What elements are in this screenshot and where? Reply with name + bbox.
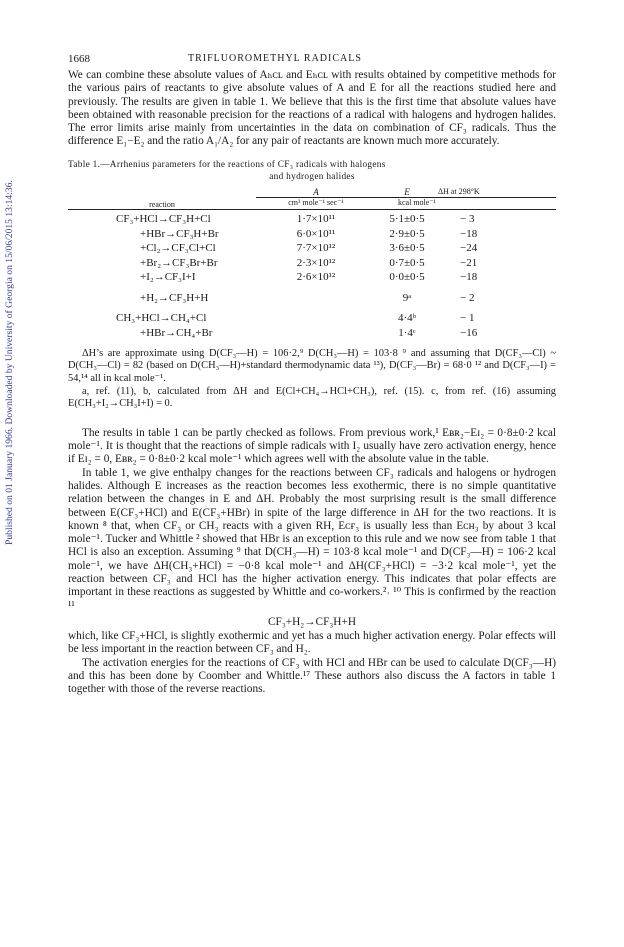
table-caption: Table 1.—Arrhenius parameters for the reactions of CF₃ radicals with halogens <box>68 159 386 170</box>
table-row <box>68 325 556 340</box>
paragraph-2: The results in table 1 can be partly checked as follows. From previous work,¹ Eʙʀ₂−Eɪ₂ = 0·8±0·2 kcal mole⁻¹. It is thought that the reactions of simple radicals with I₂ usually have zero activation energy, hence if Eɪ₂ = 0, Eʙʀ₂ = 0·8±0·2 kcal mole⁻¹ which agrees well with the absolute value in the table. <box>68 426 556 466</box>
a-value-cell: 2·6×10¹² <box>296 271 336 284</box>
dh-value-cell: −24 <box>460 242 478 255</box>
a-value-cell: 6·0×10¹¹ <box>296 227 336 240</box>
page-number: 1668 <box>68 53 90 65</box>
table-row <box>68 226 556 241</box>
a-value-cell: 7·7×10¹² <box>296 242 336 255</box>
e-value-cell: 1·4ᶜ <box>398 326 416 339</box>
reaction-cell: CF₃+HCl→CF₃H+Cl <box>116 213 211 226</box>
e-value-cell: 4·4ᵇ <box>397 312 417 325</box>
reaction-cell: +HBr→CF₃H+Br <box>140 227 219 240</box>
a-value-cell <box>256 290 376 305</box>
dh-value-cell: − 3 <box>460 213 475 226</box>
e-value-cell: 2·9±0·5 <box>389 227 425 240</box>
a-value-cell <box>256 311 376 326</box>
dh-value-cell: −21 <box>460 256 478 269</box>
e-value-cell: 0·7±0·5 <box>389 256 425 269</box>
reaction-cell: +I₂→CF₃I+I <box>140 271 196 284</box>
table-note-2: a, ref. (11), b, calculated from ΔH and E(Cl+CH₄→HCl+CH₃), ref. (15). c, from ref. (16) assuming E(CH₃+I₂→CH₃I+I) = 0. <box>68 385 556 410</box>
table-row <box>68 290 556 305</box>
table-row <box>68 212 556 227</box>
paragraph-1: We can combine these absolute values of Aₕᴄʟ and Eₕᴄʟ with results obtained by competitive methods for the various pairs of reactants to give absolute values of A and E for all the reactions studied here and previously. The results are given in table 1. We believe that this is the first time that absolute values have been obtained with reasonable precision for the reactions of a radical with halogens and hydrogen halides. The error limits arise mainly from uncertainties in the data on combination of CF₃ radicals. Thus the difference E₁−E₂ and the ratio A₁/A₂ for any pair of reactants are known much more accurately. <box>68 69 556 148</box>
table-row <box>68 270 556 285</box>
a-value-cell: 2·3×10¹² <box>296 256 336 269</box>
dh-value-cell: −18 <box>460 227 478 240</box>
paper-page <box>68 53 556 696</box>
page-header <box>68 53 556 69</box>
a-value-cell: 1·7×10¹¹ <box>296 213 336 226</box>
table-row <box>68 255 556 270</box>
table-note-1: ΔH’s are approximate using D(CF₃—H) = 106·2,⁹ D(CH₃—H) = 103·8 ⁹ and assuming that D(CF₃—Cl) ~ D(CH₃—Cl) = 82 (based on D(CH₃—H)+standard thermodynamic data ¹³), D(CF₃—Br) = 68·0 ¹² and D(CF₃—I) = 54,¹⁴ all in kcal mole⁻¹. <box>68 347 556 384</box>
dh-value-cell: − 1 <box>460 312 475 325</box>
e-value-cell: 0·0±0·5 <box>389 271 425 284</box>
equation: CF₃+H₂→CF₃H+H <box>268 615 356 628</box>
reaction-cell: CH₃+HCl→CH₄+Cl <box>116 312 207 325</box>
reaction-cell: +HBr→CH₄+Br <box>140 326 213 339</box>
dh-value-cell: −16 <box>460 326 478 339</box>
col-header-A-unit: cm³ mole⁻¹ sec⁻¹ <box>256 197 376 209</box>
table-notes <box>68 348 556 411</box>
e-value-cell: 9ᵃ <box>402 291 412 304</box>
col-header-reaction: reaction <box>149 199 175 209</box>
reaction-cell: +H₂→CF₃H+H <box>140 291 209 304</box>
download-watermark <box>0 0 22 947</box>
paragraph-3: In table 1, we give enthalpy changes for the reactions between CF₃ radicals and halogens or hydrogen halides. Although E increases as the reaction becomes less exothermic, there is no simple quantitative relation between the changes in E and ΔH. Probably the most surprising result is the small difference between E(CF₃+HCl) and E(CF₃+HBr) in spite of the large difference in ΔH for the two reactions. It is known ⁸ that, when CF₃ or CH₃ reacts with a given RH, Eᴄғ₃ is usually less than Eᴄʜ₃ by about 3 kcal mole⁻¹. Tucker and Whittle ² showed that HBr is an exception to this rule and we now see from table 1 that HCl is also an exception. Assuming ⁹ that D(CH₃—H) = 103·8 kcal mole⁻¹ and D(CF₃—H) = 106·2 kcal mole⁻¹, we have ΔH(CH₃+HCl) = −0·8 kcal mole⁻¹ and ΔH(CF₃+HCl) = −3·2 kcal mole⁻¹, yet the reaction between CF₃ and HCl has the higher activation energy. This indicates that polar effects are important in these reactions as suggested by Whittle and co-workers.²˒ ¹⁰ This is confirmed by the reaction ¹¹ <box>68 466 556 612</box>
col-header-E-unit: kcal mole⁻¹ <box>376 197 556 209</box>
dh-value-cell: −18 <box>460 271 478 284</box>
e-value-cell: 5·1±0·5 <box>389 213 425 226</box>
table-caption-cont: and hydrogen halides <box>269 171 355 182</box>
reaction-cell: +Br₂→CF₃Br+Br <box>140 256 218 269</box>
a-value-cell <box>256 325 376 340</box>
paragraph-4: which, like CF₃+HCl, is slightly exothermic and yet has a much higher activation energy. Polar effects will be less important in the reaction between CF₃ and H₂. <box>68 629 556 656</box>
download-watermark-text: Published on 01 January 1966. Downloaded by University of Georgia on 15/06/2015 13:14:36. <box>4 180 15 545</box>
col-header-A: A <box>313 186 319 197</box>
e-value-cell: 3·6±0·5 <box>389 242 425 255</box>
col-header-E: E <box>404 186 410 197</box>
table-row <box>68 241 556 256</box>
table-row <box>68 311 556 326</box>
dh-value-cell: − 2 <box>460 291 475 304</box>
reaction-cell: +Cl₂→CF₃Cl+Cl <box>140 242 216 255</box>
arrhenius-table <box>68 187 556 340</box>
paragraph-5: The activation energies for the reactions of CF₃ with HCl and HBr can be used to calculate D(CF₃—H) and this has been done by Coomber and Whittle.¹⁷ These authors also discuss the A factors in table 1 together with those of the reverse reactions. <box>68 656 556 696</box>
col-header-dH: ΔH at 298°K <box>438 187 480 197</box>
running-title: TRIFLUOROMETHYL RADICALS <box>188 53 362 64</box>
